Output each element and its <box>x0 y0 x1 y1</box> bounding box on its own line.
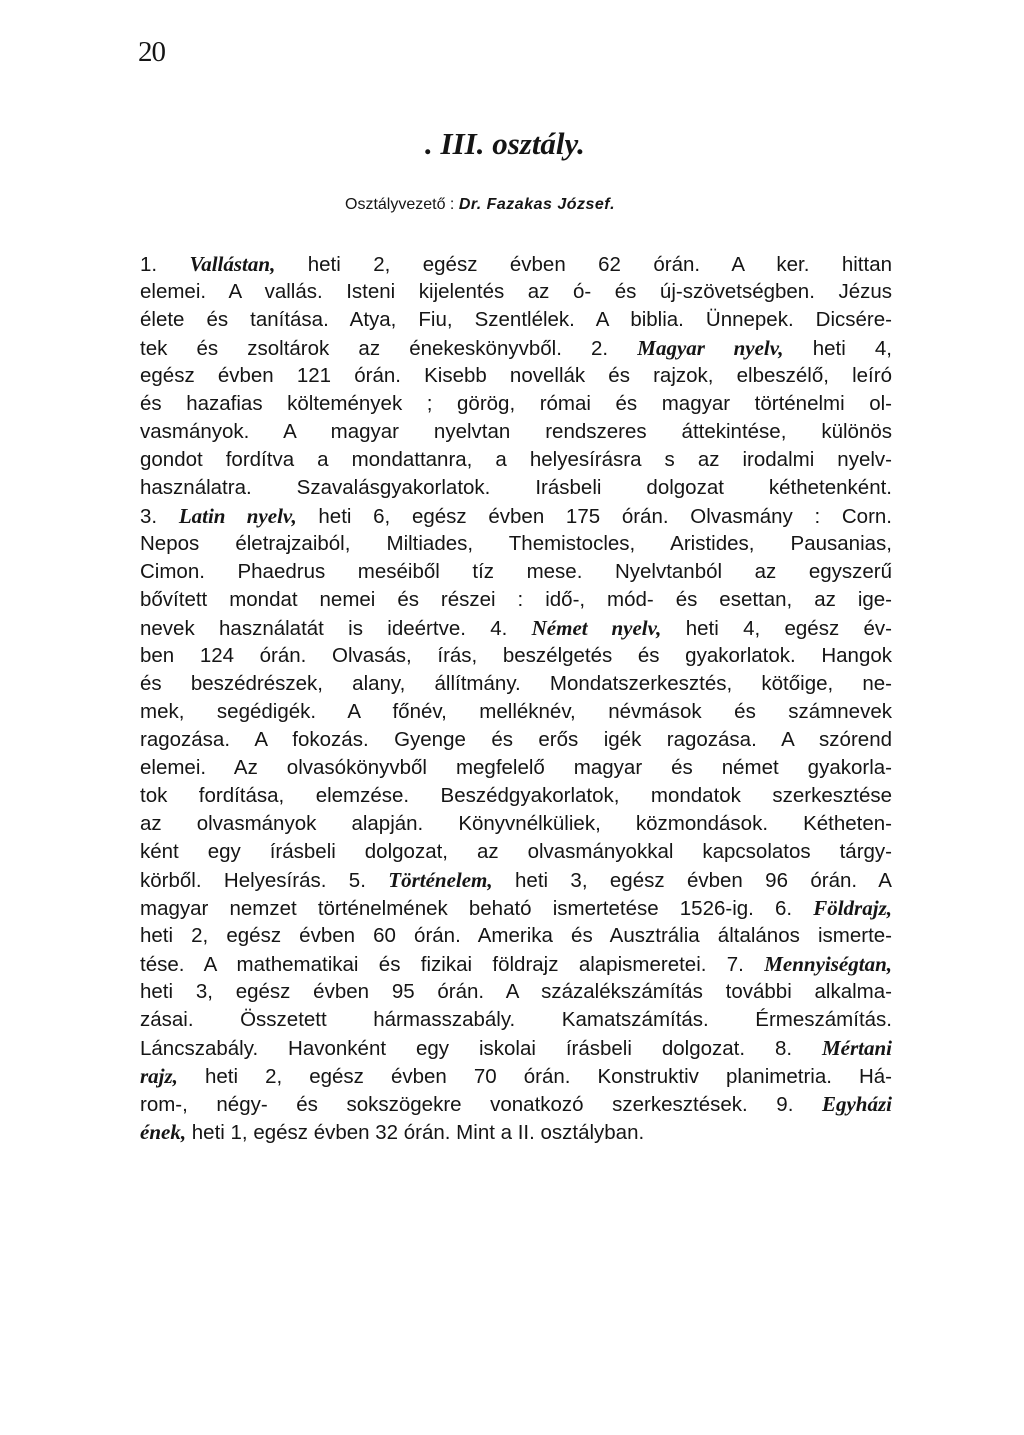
text-run: heti 2, egész évben 62 órán. A ker. hittan <box>275 253 892 276</box>
text-line <box>140 1006 892 1034</box>
text-run: bővített mondat nemei és részei : idő-, mód- és esettan, az ige- <box>140 588 892 611</box>
text-line <box>140 838 892 866</box>
text-run: élete és tanítása. Atya, Fiu, Szentlélek. A biblia. Ünnepek. Dicsére- <box>140 308 892 331</box>
class-head-label: Osztályvezető : <box>345 196 455 213</box>
text-run: heti 1, egész évben 32 órán. Mint a II. osztályban. <box>186 1121 645 1144</box>
text-run: és hazafias költemények ; görög, római és magyar történelmi ol- <box>140 392 892 415</box>
curriculum-paragraph <box>140 250 892 1146</box>
text-line <box>140 782 892 810</box>
text-line <box>140 502 892 530</box>
class-head-line <box>345 196 615 214</box>
text-run: tok fordítása, elemzése. Beszédgyakorlatok, mondatok szerkesztése <box>140 784 892 807</box>
text-run: heti 2, egész évben 60 órán. Amerika és Ausztrália általános ismerte- <box>140 924 892 947</box>
text-line <box>140 810 892 838</box>
text-run: rom-, négy- és sokszögekre vonatkozó szerkesztések. 9. <box>140 1093 822 1116</box>
text-run: magyar nemzet történelmének beható ismertetése 1526-ig. 6. <box>140 897 814 920</box>
text-line <box>140 278 892 306</box>
text-run: zásai. Összetett hármasszabály. Kamatszámítás. Érmeszámítás. <box>140 1008 892 1031</box>
text-line <box>140 1118 892 1146</box>
text-run: egész évben 121 órán. Kisebb novellák és rajzok, elbeszélő, leíró <box>140 364 892 387</box>
subject-name: Latin nyelv, <box>178 504 297 528</box>
text-run: heti 3, egész évben 96 órán. A <box>492 869 892 892</box>
text-line <box>140 446 892 474</box>
text-line <box>140 334 892 362</box>
text-line <box>140 978 892 1006</box>
text-line <box>140 866 892 894</box>
subject-name: Egyházi <box>821 1092 892 1116</box>
subject-name: Történelem, <box>388 868 493 892</box>
text-run: Láncszabály. Havonként egy iskolai írásbeli dolgozat. 8. <box>140 1037 822 1060</box>
text-line <box>140 922 892 950</box>
text-line <box>140 586 892 614</box>
subject-name: Német nyelv, <box>531 616 662 640</box>
text-run: elemei. A vallás. Isteni kijelentés az ó- és új-szövetségben. Jézus <box>140 280 892 303</box>
text-run: heti 3, egész évben 95 órán. A százalékszámítás további alkalma- <box>140 980 892 1003</box>
text-line <box>140 894 892 922</box>
subject-name: Mértani <box>821 1036 892 1060</box>
text-run: heti 4, egész év- <box>661 617 892 640</box>
text-run: 1. <box>140 253 190 276</box>
text-run: heti 6, egész évben 175 órán. Olvasmány : Corn. <box>296 505 893 528</box>
text-line <box>140 642 892 670</box>
text-line <box>140 250 892 278</box>
subject-name: Vallástan, <box>189 252 276 276</box>
text-run: heti 4, <box>783 337 892 360</box>
text-line <box>140 950 892 978</box>
text-run: használatra. Szavalásgyakorlatok. Irásbeli dolgozat kéthetenként. <box>140 476 892 499</box>
text-line <box>140 614 892 642</box>
text-run: ragozása. A fokozás. Gyenge és erős igék ragozása. A szórend <box>140 728 892 751</box>
text-line <box>140 1062 892 1090</box>
text-run: heti 2, egész évben 70 órán. Konstruktiv planimetria. Há- <box>177 1065 892 1088</box>
text-run: tek és zsoltárok az énekeskönyvből. 2. <box>140 337 638 360</box>
text-run: vasmányok. A magyar nyelvtan rendszeres áttekintése, különös <box>140 420 892 443</box>
text-line <box>140 726 892 754</box>
text-run: tése. A mathematikai és fizikai földrajz alapismeretei. 7. <box>140 953 765 976</box>
text-run: gondot fordítva a mondattanra, a helyesírásra s az irodalmi nyelv- <box>140 448 892 471</box>
text-run: Nepos életrajzaiból, Miltiades, Themistocles, Aristides, Pausanias, <box>140 532 892 555</box>
text-run: az olvasmányok alapján. Könyvnélküliek, közmondások. Kétheten- <box>140 812 892 835</box>
text-run: elemei. Az olvasókönyvből megfelelő magyar és német gyakorla- <box>140 756 892 779</box>
text-run: 3. <box>140 505 179 528</box>
text-line <box>140 558 892 586</box>
text-run: mek, segédigék. A főnév, melléknév, névmások és számnevek <box>140 700 892 723</box>
text-line <box>140 1034 892 1062</box>
text-run: Cimon. Phaedrus meséiből tíz mese. Nyelvtanból az egyszerű <box>140 560 892 583</box>
text-line <box>140 754 892 782</box>
text-line <box>140 390 892 418</box>
text-line <box>140 670 892 698</box>
text-line <box>140 1090 892 1118</box>
text-line <box>140 698 892 726</box>
subject-name: Magyar nyelv, <box>637 336 784 360</box>
page-number: 20 <box>138 36 165 68</box>
subject-name: ének, <box>140 1120 187 1144</box>
subject-name: rajz, <box>140 1064 178 1088</box>
class-head-name: Dr. Fazakas József. <box>458 196 616 213</box>
subject-name: Mennyiségtan, <box>764 952 892 976</box>
text-line <box>140 418 892 446</box>
text-line <box>140 306 892 334</box>
section-title: . III. osztály. <box>425 126 585 161</box>
text-run: és beszédrészek, alany, állítmány. Mondatszerkesztés, kötőige, ne- <box>140 672 892 695</box>
text-line <box>140 362 892 390</box>
text-run: nevek használatát is ideértve. 4. <box>140 617 532 640</box>
text-run: körből. Helyesírás. 5. <box>140 869 389 892</box>
text-line <box>140 474 892 502</box>
text-run: ként egy írásbeli dolgozat, az olvasmányokkal kapcsolatos tárgy- <box>140 840 892 863</box>
text-line <box>140 530 892 558</box>
subject-name: Földrajz, <box>813 896 892 920</box>
text-run: ben 124 órán. Olvasás, írás, beszélgetés és gyakorlatok. Hangok <box>140 644 892 667</box>
